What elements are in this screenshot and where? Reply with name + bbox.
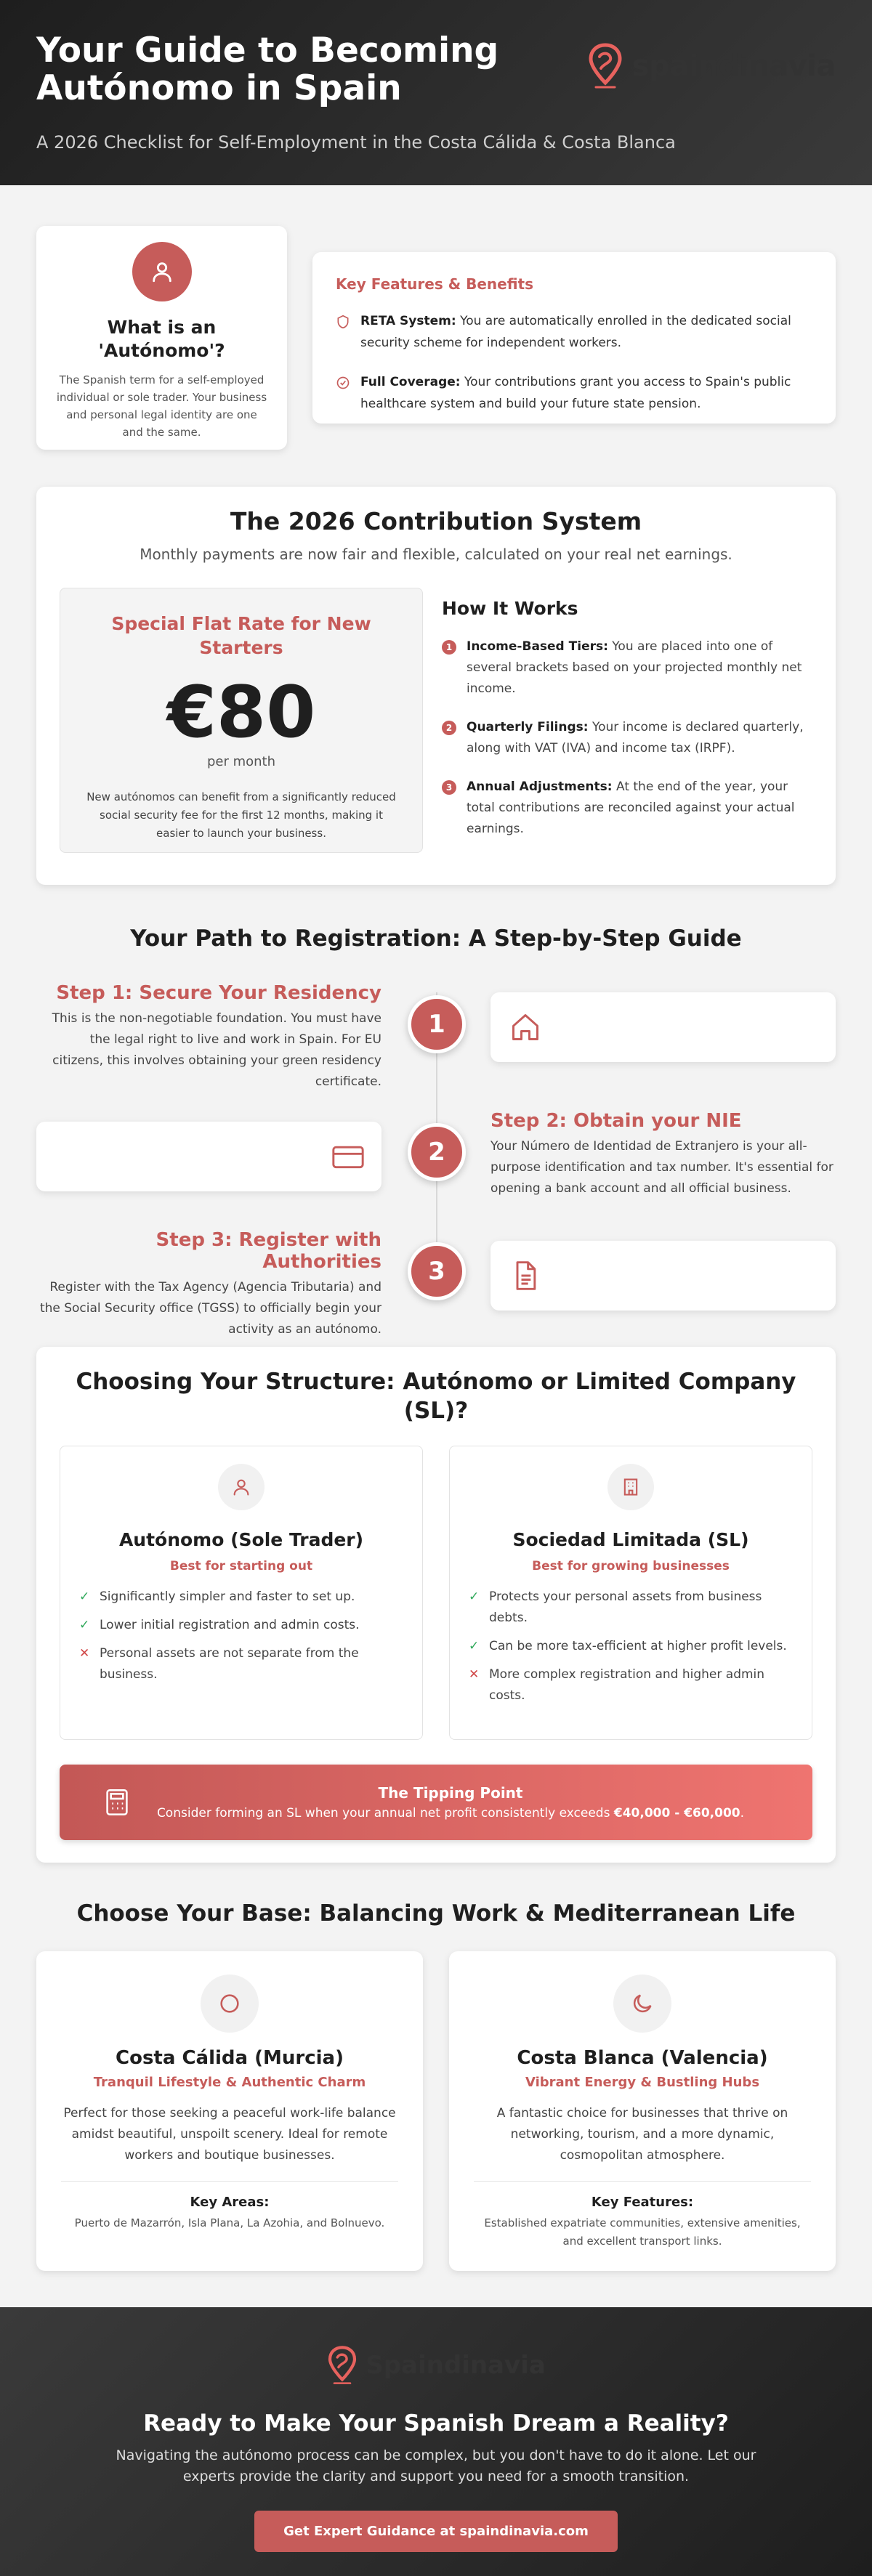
flat-rate-panel [60,588,423,853]
map-pin-logo-icon [587,42,623,90]
check-icon: ✓ [469,1639,480,1653]
base-card-title: Costa Cálida (Murcia) [116,2047,344,2069]
id-card-icon [331,1141,366,1172]
feature-bold: Full Coverage: [360,374,461,389]
features-title: Key Features & Benefits [336,275,534,293]
expert-guidance-button[interactable]: Get Expert Guidance at spaindinavia.com [254,2511,618,2552]
how-item [442,717,812,759]
list-item [469,1587,793,1629]
step-1-text [36,982,382,1093]
list-item [469,1664,793,1706]
sun-icon [201,1974,259,2033]
option-tag: Best for starting out [169,1559,313,1573]
contribution-lead: Monthly payments are now fair and flexible, calculated on your real net earnings. [140,546,732,563]
person-icon [218,1464,265,1510]
list-item [79,1643,403,1685]
tipping-point-banner [60,1765,812,1840]
step-description: Register with the Tax Agency (Agencia Tributaria) and the Social Security office (TGSS) to officially begin your activity as an autónomo. [39,1280,382,1337]
costa-blanca-card [449,1951,836,2271]
flat-rate-period: per month [206,754,276,769]
step-1-icon-card [490,992,836,1062]
step-1-badge: 1 [408,995,466,1053]
step-title: Step 1: Secure Your Residency [56,982,382,1004]
tip-threshold: €40,000 - €60,000 [613,1806,740,1820]
base-card-desc: Perfect for those seeking a peaceful work-life balance amidst beautiful, unspoilt scenery. Ideal for remote workers and boutique businesses. [63,2106,396,2163]
step-3-icon-card [490,1241,836,1311]
base-title: Choose Your Base: Balancing Work & Mediterranean Life [76,1900,796,1927]
calculator-icon [105,1788,129,1817]
check-icon: ✓ [79,1589,90,1604]
footer-text: Navigating the autónomo process can be complex, but you don't have to do it alone. Let our experts provide the clarity and support you need for a smooth transition. [116,2447,756,2484]
list-item-text: Personal assets are not separate from the business. [100,1646,359,1682]
option-title: Sociedad Limitada (SL) [512,1529,749,1550]
feature-text: Your contributions grant you access to Spain's public healthcare system and build your future state pension. [360,374,791,411]
list-item-text: Protects your personal assets from business debts. [489,1589,762,1625]
check-icon: ✓ [469,1589,480,1604]
map-pin-logo-icon [326,2345,358,2386]
base-card-key-text: Puerto de Mazarrón, Isla Plana, La Azohia, and Bolnuevo. [74,2216,385,2229]
list-item [79,1615,403,1636]
step-3-badge: 3 [408,1242,466,1300]
page-header [0,0,872,185]
base-card-key-title: Key Features: [591,2195,694,2210]
how-bold: Annual Adjustments: [467,779,613,794]
structure-section [36,1347,836,1863]
how-title: How It Works [442,598,578,619]
footer-wordmark: Spaindinavia [366,2351,546,2380]
divider [61,2181,398,2182]
divider [474,2181,811,2182]
feature-item [336,310,812,354]
how-text: You are placed into one of several brackets based on your projected monthly net income. [467,639,802,696]
list-item-text: Lower initial registration and admin costs. [100,1618,360,1632]
what-is-autonomo-card [36,226,287,450]
step-title: Step 3: Register with Authorities [156,1229,382,1273]
list-item-text: Can be more tax-efficient at higher profit levels. [489,1639,787,1653]
structure-title: Choosing Your Structure: Autónomo or Limited Company (SL)? [76,1369,796,1424]
building-icon [607,1464,654,1510]
key-features-card [312,252,836,424]
user-icon [132,242,192,301]
footer-logo[interactable] [0,2345,872,2386]
step-2-badge: 2 [408,1123,466,1181]
sl-option [449,1446,812,1740]
brand-logo[interactable] [587,42,836,90]
page-title: Your Guide to Becoming Autónomo in Spain [36,31,499,108]
feature-item [336,371,812,415]
step-number-badge: 2 [442,721,456,735]
base-card-desc: A fantastic choice for businesses that thrive on networking, tourism, and a more dynamic, cosmopolitan atmosphere. [496,2106,788,2163]
tip-text-main: Consider forming an SL when your annual net profit consistently exceeds [156,1806,614,1820]
how-it-works [442,588,812,853]
how-item [442,636,812,700]
how-item [442,777,812,840]
document-icon [509,1260,541,1292]
path-title: Your Path to Registration: A Step-by-Step Guide [130,926,742,952]
step-number-badge: 3 [442,780,456,795]
autonomo-option [60,1446,423,1740]
option-title: Autónomo (Sole Trader) [118,1529,364,1550]
cross-icon: ✕ [79,1646,90,1661]
how-text: Your income is declared quarterly, along with VAT (IVA) and income tax (IRPF). [467,720,804,756]
list-item-text: Significantly simpler and faster to set up. [100,1589,355,1604]
tip-text [129,1806,772,1820]
page-subtitle: A 2026 Checklist for Self-Employment in the Costa Cálida & Costa Blanca [36,132,676,153]
brand-wordmark: spaindinavia [631,49,836,83]
list-item [79,1587,403,1608]
option-tag: Best for growing businesses [532,1559,730,1573]
base-card-title: Costa Blanca (Valencia) [517,2047,768,2069]
flat-rate-price: €80 [166,671,316,754]
list-item-text: More complex registration and higher admin costs. [489,1667,765,1703]
how-bold: Quarterly Filings: [467,720,589,734]
contribution-section [36,487,836,885]
tip-text-end: . [740,1806,745,1820]
cross-icon: ✕ [469,1667,480,1682]
step-3-text [36,1229,382,1340]
step-2-icon-card [36,1122,382,1191]
how-bold: Income-Based Tiers: [467,639,608,654]
base-card-tag: Tranquil Lifestyle & Authentic Charm [93,2075,366,2090]
base-card-key-text: Established expatriate communities, extensive amenities, and excellent transport links. [484,2216,801,2248]
feature-text: You are automatically enrolled in the dedicated social security scheme for independent workers. [360,313,791,350]
page-footer [0,2307,872,2576]
flat-rate-title: Special Flat Rate for New Starters [111,613,371,658]
intro-section [36,223,836,452]
registration-path-section [36,926,836,1347]
step-title: Step 2: Obtain your NIE [490,1110,742,1132]
step-description: Your Número de Identidad de Extranjero is your all-purpose identification and tax number. It's essential for opening a bank account and all official business. [490,1139,833,1196]
base-section [36,1900,836,2271]
what-title: What is an 'Autónomo'? [98,316,225,361]
check-icon: ✓ [79,1618,90,1632]
contribution-title: The 2026 Contribution System [230,507,642,535]
list-item [469,1636,793,1657]
flat-rate-text: New autónomos can benefit from a significantly reduced social security fee for the first 12 months, making it easier to launch your business. [86,790,396,840]
tip-title: The Tipping Point [378,1784,523,1802]
how-text: At the end of the year, your total contributions are reconciled against your actual earnings. [467,779,795,836]
base-card-tag: Vibrant Energy & Bustling Hubs [525,2075,760,2090]
what-text: The Spanish term for a self-employed individual or sole trader. Your business and personal legal identity are one and the same. [56,373,267,439]
step-number-badge: 1 [442,640,456,655]
check-circle-icon [336,375,350,391]
step-2-text [490,1110,836,1199]
shield-icon [336,314,350,330]
step-description: This is the non-negotiable foundation. You must have the legal right to live and work in Spain. For EU citizens, this involves obtaining your green residency certificate. [52,1011,382,1089]
home-icon [509,1011,541,1043]
costa-calida-card [36,1951,423,2271]
feature-bold: RETA System: [360,313,456,328]
base-card-key-title: Key Areas: [190,2195,270,2210]
footer-title: Ready to Make Your Spanish Dream a Reality? [143,2410,729,2437]
moon-icon [613,1974,671,2033]
